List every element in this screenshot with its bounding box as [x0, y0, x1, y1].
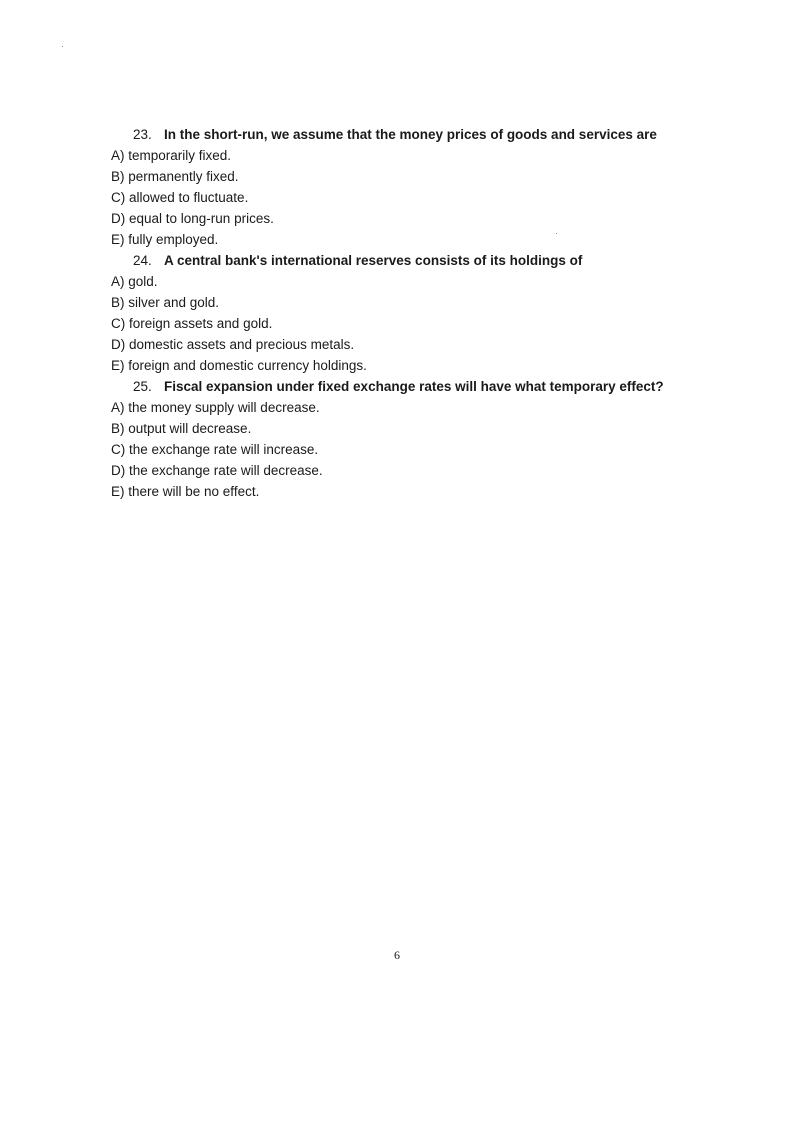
page-number: 6	[394, 948, 400, 962]
question-text: In the short-run, we assume that the money prices of goods and services are	[164, 127, 657, 142]
answer-option-b: B) silver and gold.	[111, 295, 220, 310]
answer-option-d: D) the exchange rate will decrease.	[111, 463, 323, 478]
answer-option-d: D) domestic assets and precious metals.	[111, 337, 355, 352]
question-number: 25.	[133, 379, 152, 394]
question-stem	[111, 124, 711, 145]
question-stem	[111, 250, 711, 271]
answer-option-a: A) gold.	[111, 274, 158, 289]
question-number: 24.	[133, 253, 152, 268]
question-25	[111, 376, 711, 502]
answer-option-e: E) foreign and domestic currency holdings.	[111, 358, 367, 373]
question-23	[111, 124, 711, 250]
answer-option-b: B) output will decrease.	[111, 421, 252, 436]
answer-option-e: E) there will be no effect.	[111, 484, 260, 499]
question-text: A central bank's international reserves consists of its holdings of	[164, 253, 583, 268]
answer-option-c: C) the exchange rate will increase.	[111, 442, 319, 457]
question-number: 23.	[133, 127, 152, 142]
question-stem	[111, 376, 711, 397]
answer-option-c: C) allowed to fluctuate.	[111, 190, 249, 205]
scan-speck	[62, 46, 63, 47]
answer-option-c: C) foreign assets and gold.	[111, 316, 273, 331]
answer-option-e: E) fully employed.	[111, 232, 219, 247]
question-24	[111, 250, 711, 376]
answer-option-d: D) equal to long-run prices.	[111, 211, 274, 226]
answer-option-b: B) permanently fixed.	[111, 169, 239, 184]
answer-option-a: A) the money supply will decrease.	[111, 400, 320, 415]
answer-option-a: A) temporarily fixed.	[111, 148, 232, 163]
question-text: Fiscal expansion under fixed exchange rates will have what temporary effect?	[164, 379, 664, 394]
